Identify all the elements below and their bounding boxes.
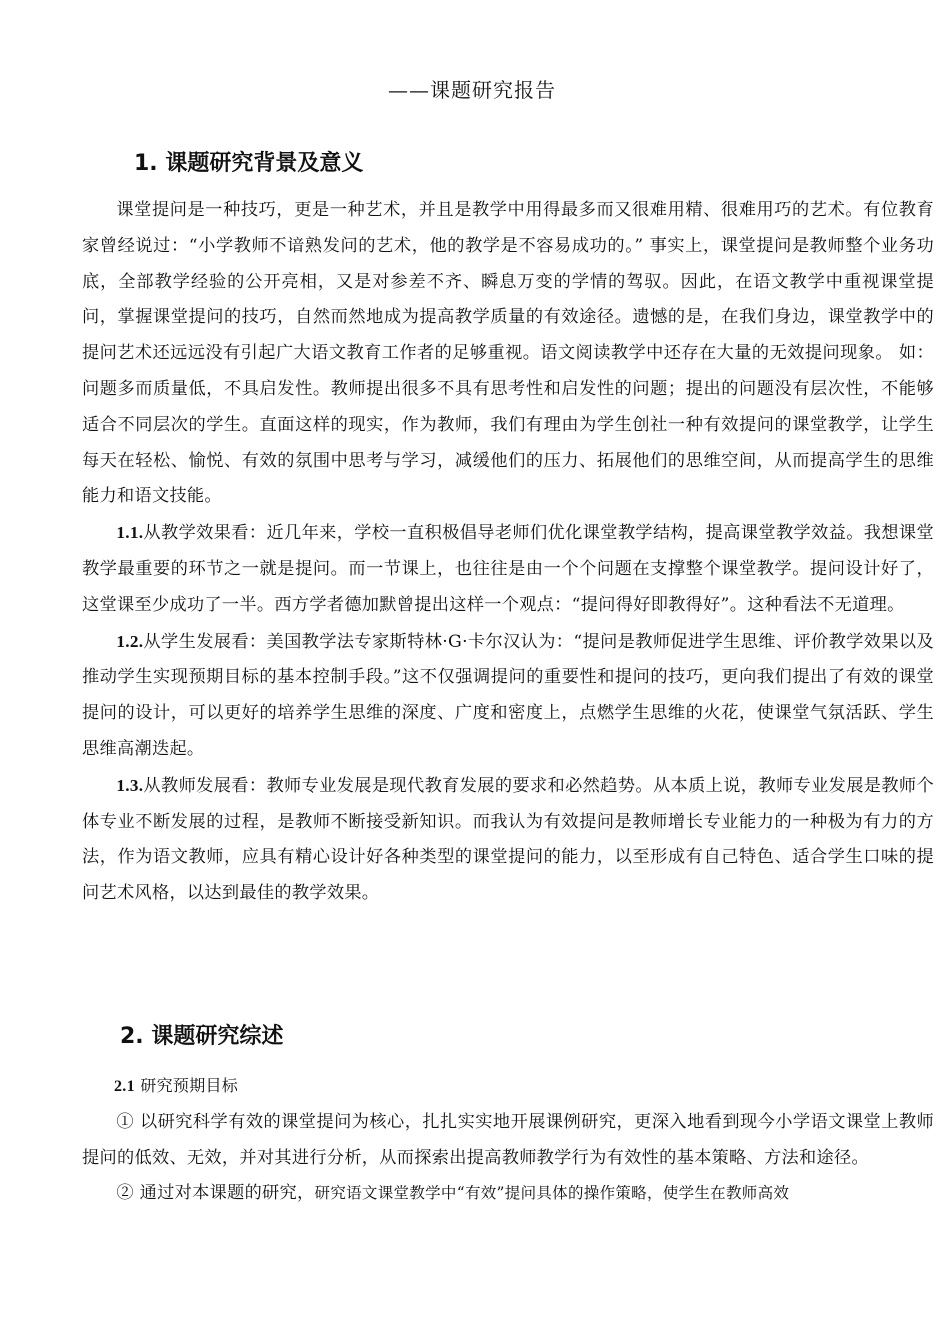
section-1-heading: 1. 课题研究背景及意义	[134, 151, 364, 176]
document-page	[82, 0, 934, 1344]
paragraph-1-1-text: 从教学效果看：近几年来，学校一直积极倡导老师们优化课堂教学结构，提高课堂教学效益。我想课堂教学最重要的环节之一就是提问。而一节课上，也往往是由一个个问题在支撑整个课堂教学。提问设计好了，这堂课至少成功了一半。西方学者德加默曾提出这样一个观点：“提问得好即教得好”。这种看法不无道理。	[82, 523, 934, 615]
section-1-body	[82, 193, 934, 912]
section-2-heading: 2. 课题研究综述	[120, 1024, 284, 1049]
paragraph-1-3	[82, 768, 934, 912]
paragraph-1-2-number: 1.2.	[116, 631, 144, 651]
subsection-2-1-title: 研究预期目标	[134, 1076, 239, 1095]
goal-2-lead: ② 通过对本课题的研究，	[116, 1183, 315, 1204]
subsection-2-1-heading	[82, 1068, 934, 1105]
goal-1-paragraph: ① 以研究科学有效的课堂提问为核心，扎扎实实地开展课例研究，更深入地看到现今小学语文课堂上教师提问的低效、无效，并对其进行分析，从而探索出提高教师教学行为有效性的基本策略、方法和途径。	[82, 1111, 934, 1168]
paragraph-1-3-text: 从教师发展看：教师专业发展是现代教育发展的要求和必然趋势。从本质上说，教师专业发展是教师个体专业不断发展的过程，是教师不断接受新知识。而我认为有效提问是教师增长专业能力的一种极为有力的方法，作为语文教师，应具有精心设计好各种类型的课堂提问的能力，以至形成有自己特色、适合学生口味的提问艺术风格，以达到最佳的教学效果。	[82, 775, 934, 904]
document-subtitle: ——课题研究报告	[388, 78, 556, 102]
section-2-body	[82, 1068, 934, 1212]
goal-2-paragraph	[82, 1176, 934, 1212]
paragraph-1-2	[82, 624, 934, 768]
paragraph-1-1	[82, 515, 934, 623]
subsection-2-1-number: 2.1	[114, 1078, 135, 1095]
paragraph-1-1-number: 1.1.	[116, 523, 144, 543]
paragraph-1-2-text: 从学生发展看：美国教学法专家斯特林·G·卡尔汉认为：“提问是教师促进学生思维、评价教学效果以及推动学生实现预期目标的基本控制手段。”这不仅强调提问的重要性和提问的技巧，更向我们提出了有效的课堂提问的设计，可以更好的培养学生思维的深度、广度和密度上，点燃学生思维的火花，使课堂气氛活跃、学生思维高潮迭起。	[82, 631, 934, 759]
goal-2-text: 研究语文课堂教学中“有效”提问具体的操作策略，使学生在教师高效	[314, 1184, 790, 1203]
paragraph-1-3-number: 1.3.	[116, 775, 144, 795]
section-1-intro-paragraph: 课堂提问是一种技巧，更是一种艺术，并且是教学中用得最多而又很难用精、很难用巧的艺术。有位教育家曾经说过：“小学教师不谙熟发问的艺术，他的教学是不容易成功的。” 事实上，课堂提问是教师整个业务功底，全部教学经验的公开亮相，又是对参差不齐、瞬息万变的学情的驾驭。因此，在语文教学中重视课堂提问，掌握课堂提问的技巧，自然而然地成为提高教学质量的有效途径。遗憾的是，在我们身边，课堂教学中的提问艺术还远远没有引起广大语文教育工作者的足够重视。语文阅读教学中还存在大量的无效提问现象。 如：问题多而质量低，不具启发性。教师提出很多不具有思考性和启发性的问题；提出的问题没有层次性，不能够适合不同层次的学生。直面这样的现实，作为教师，我们有理由为学生创社一种有效提问的课堂教学，让学生每天在轻松、愉悦、有效的氛围中思考与学习，减缓他们的压力、拓展他们的思维空间，从而提高学生的思维能力和语文技能。	[82, 200, 934, 507]
